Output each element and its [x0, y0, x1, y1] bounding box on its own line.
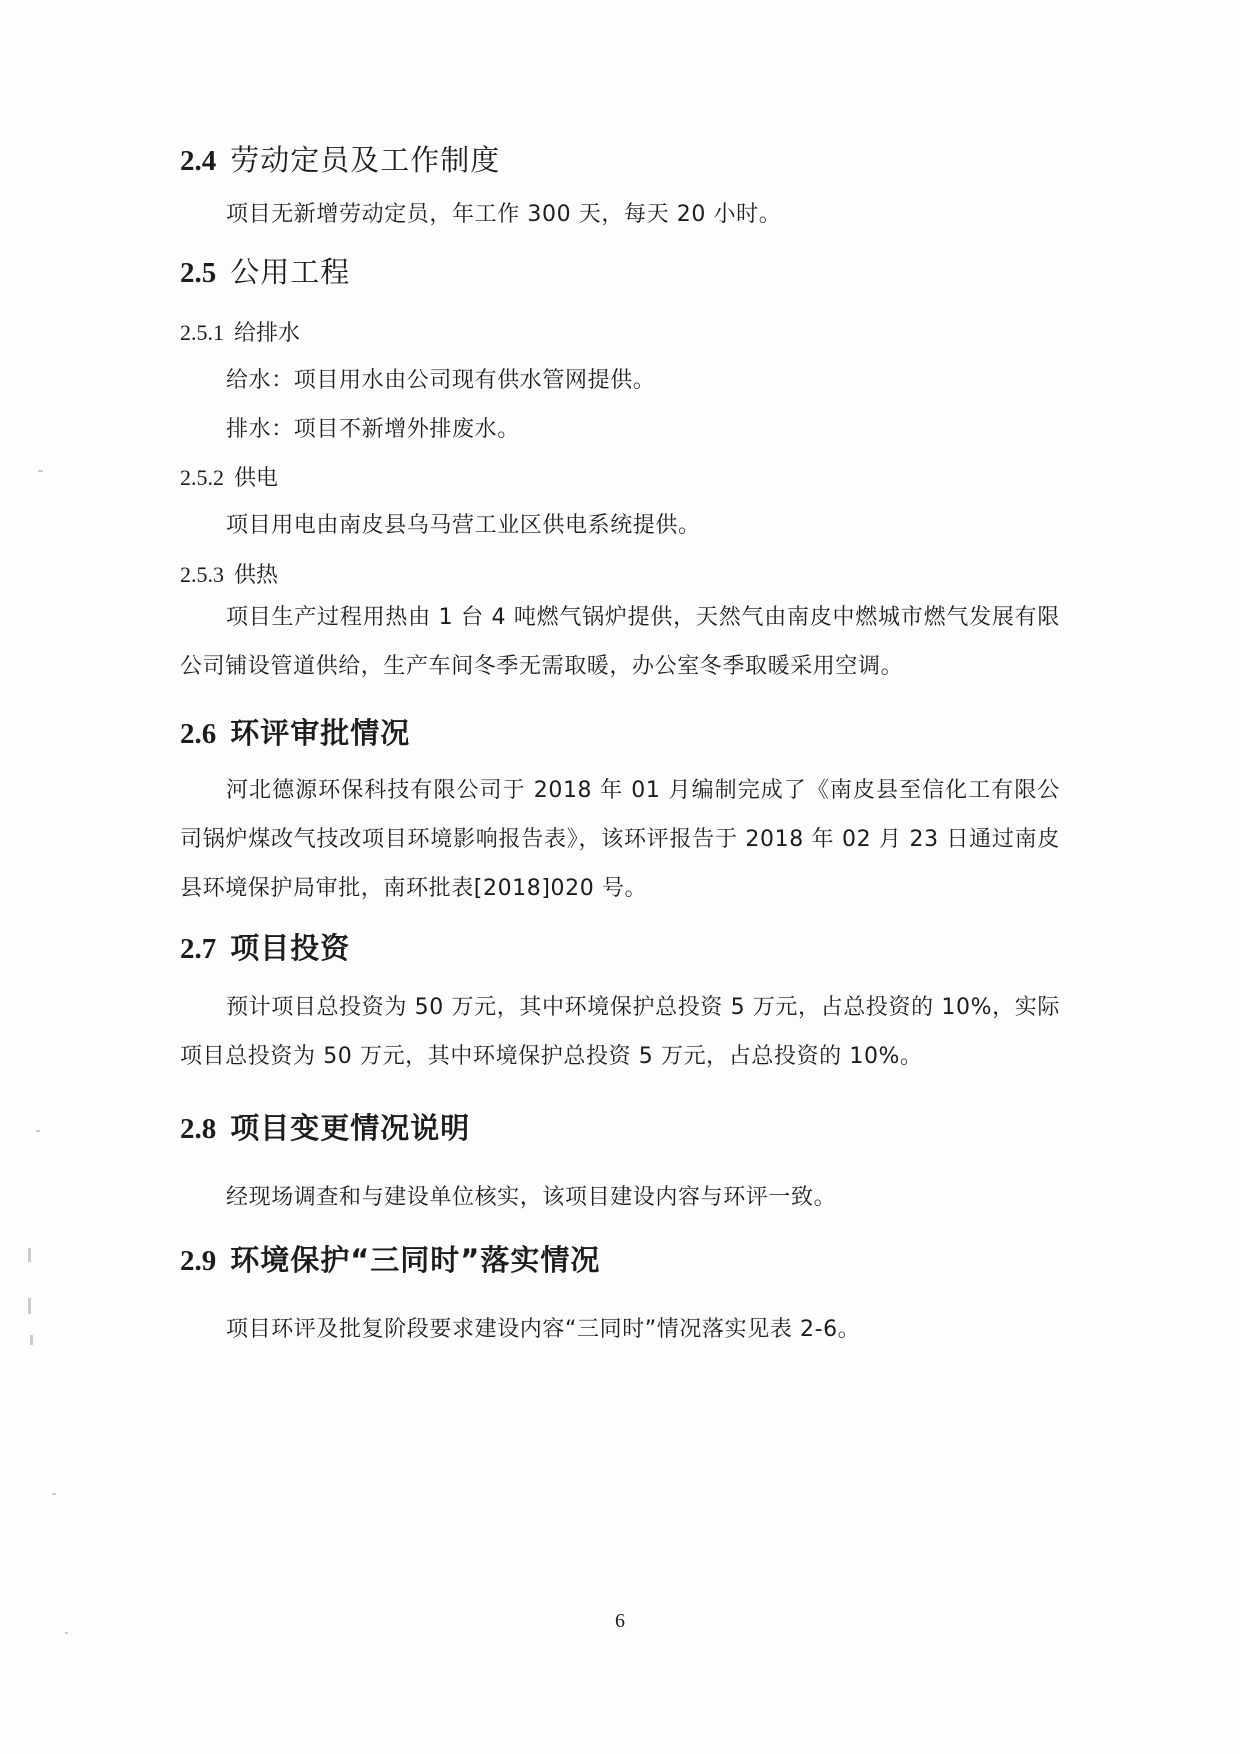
section-title: 环境保护“三同时”落实情况 — [230, 1243, 601, 1277]
section-heading-2-4 — [180, 142, 500, 179]
scan-speck — [65, 1632, 68, 1634]
paragraph-drainage: 排水：项目不新增外排废水。 — [226, 417, 520, 442]
subsection-heading-2-5-1 — [180, 318, 300, 349]
section-number: 2.4 — [180, 145, 217, 177]
page-number: 6 — [615, 1610, 625, 1632]
paragraph-staffing: 项目无新增劳动定员，年工作 300 天，每天 20 小时。 — [226, 202, 782, 227]
section-heading-2-5 — [180, 254, 350, 291]
section-number: 2.8 — [180, 1113, 217, 1145]
section-title: 公用工程 — [230, 255, 351, 289]
section-heading-2-6 — [180, 715, 410, 752]
scan-speck — [30, 1335, 33, 1345]
section-heading-2-7 — [180, 930, 350, 967]
subsection-number: 2.5.3 — [180, 562, 224, 587]
section-number: 2.6 — [180, 718, 217, 750]
subsection-heading-2-5-2 — [180, 463, 278, 494]
paragraph-change-description: 经现场调查和与建设单位核实，该项目建设内容与环评一致。 — [226, 1185, 837, 1210]
paragraph-eia-approval: 河北德源环保科技有限公司于 2018 年 01 月编制完成了《南皮县至信化工有限公司锅炉煤改气技改项目环境影响报告表》，该环评报告于 2018 年 02 月 23 日通过南皮县环境保护局审批，南环批表[2018]020 号。 — [180, 778, 1060, 901]
section-number: 2.9 — [180, 1245, 217, 1277]
subsection-number: 2.5.1 — [180, 320, 224, 345]
section-number: 2.7 — [180, 933, 217, 965]
section-heading-2-9 — [180, 1242, 600, 1279]
scan-speck — [28, 1298, 31, 1314]
scan-speck — [28, 1248, 31, 1262]
subsection-heading-2-5-3 — [180, 560, 278, 591]
paragraph-water-supply: 给水：项目用水由公司现有供水管网提供。 — [226, 368, 656, 393]
paragraph-heating: 项目生产过程用热由 1 台 4 吨燃气锅炉提供，天然气由南皮中燃城市燃气发展有限公司铺设管道供给，生产车间冬季无需取暖，办公室冬季取暖采用空调。 — [180, 605, 1060, 679]
subsection-title: 供热 — [234, 563, 279, 588]
section-title: 劳动定员及工作制度 — [230, 143, 501, 177]
scan-speck — [52, 1493, 56, 1495]
subsection-number: 2.5.2 — [180, 465, 224, 490]
paragraph-investment: 预计项目总投资为 50 万元，其中环境保护总投资 5 万元，占总投资的 10%，实际项目总投资为 50 万元，其中环境保护总投资 5 万元，占总投资的 10%。 — [180, 995, 1060, 1069]
paragraph-three-simultaneous: 项目环评及批复阶段要求建设内容“三同时”情况落实见表 2-6。 — [226, 1317, 861, 1342]
paragraph-power-supply: 项目用电由南皮县乌马营工业区供电系统提供。 — [226, 513, 701, 538]
scan-speck — [36, 1130, 40, 1132]
section-title: 环评审批情况 — [230, 716, 411, 750]
subsection-title: 给排水 — [234, 321, 301, 346]
section-number: 2.5 — [180, 257, 217, 289]
scan-speck — [38, 470, 43, 472]
section-title: 项目投资 — [230, 931, 351, 965]
subsection-title: 供电 — [234, 466, 279, 491]
section-heading-2-8 — [180, 1110, 470, 1147]
section-title: 项目变更情况说明 — [230, 1111, 471, 1145]
